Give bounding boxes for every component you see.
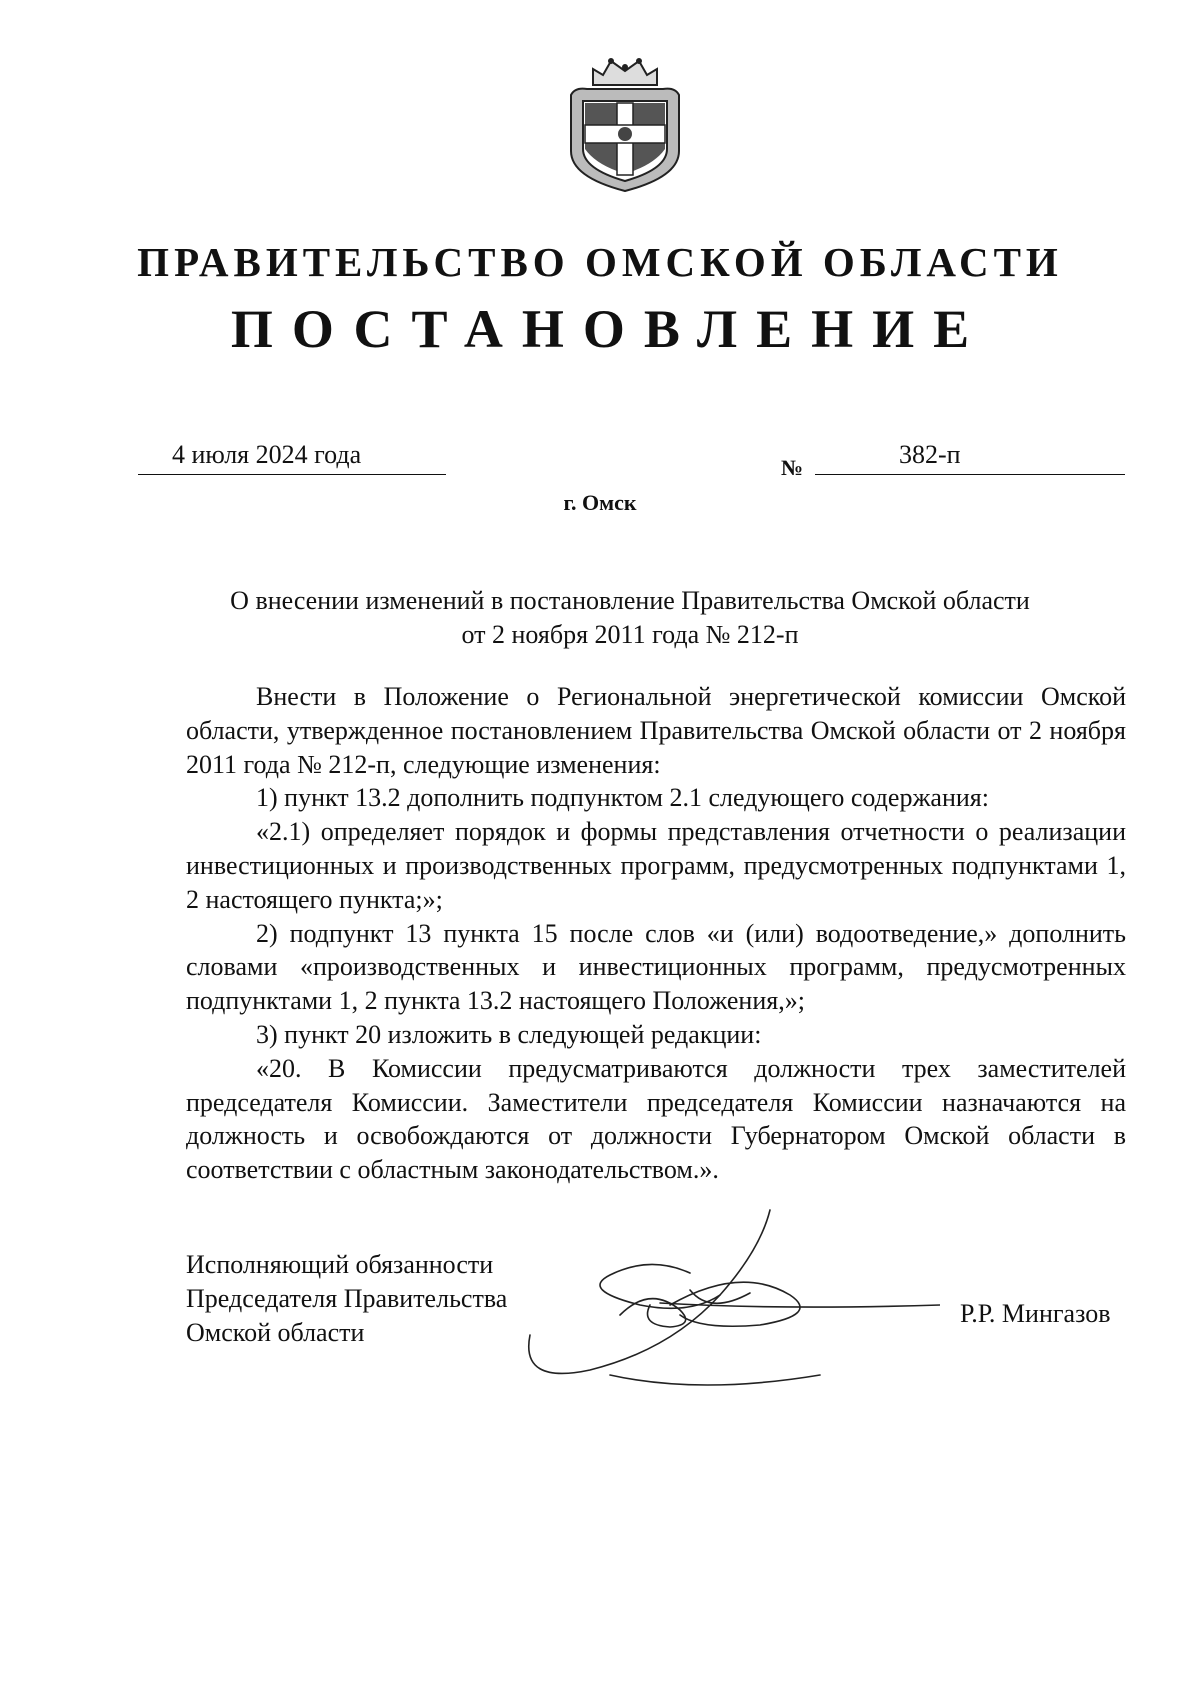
- signer-position-line-2: Председателя Правительства: [186, 1283, 508, 1313]
- signer-position-line-1: Исполняющий обязанности: [186, 1250, 494, 1279]
- handwritten-signature-icon: [520, 1195, 940, 1395]
- document-body: [186, 680, 1126, 1187]
- paragraph-item-3-text: «20. В Комиссии предусматриваются должности трех заместителей председателя Комиссии. Заместители председателя Комиссии назначаются на должность и освобождаются от должности Губернатором Омской области в соответствии с областным законодательством.».: [186, 1053, 1126, 1185]
- paragraph-item-3: 3) пункт 20 изложить в следующей редакции:: [256, 1019, 762, 1049]
- number-field: [815, 440, 1125, 475]
- document-subject: [150, 584, 1110, 652]
- document-number: 382-п: [899, 440, 961, 469]
- document-date: 4 июля 2024 года: [172, 440, 362, 469]
- date-field: [138, 440, 446, 475]
- organization-title: ПРАВИТЕЛЬСТВО ОМСКОЙ ОБЛАСТИ: [137, 239, 1063, 285]
- coat-of-arms-icon: [565, 55, 685, 195]
- signer-position-line-3: Омской области: [186, 1317, 365, 1347]
- subject-line-2: от 2 ноября 2011 года № 212-п: [461, 620, 799, 649]
- paragraph-intro: Внести в Положение о Региональной энергетической комиссии Омской области, утвержденное постановлением Правительства Омской области от 2 ноября 2011 года № 212-п, следующие изменения:: [186, 682, 1126, 779]
- paragraph-item-2: 2) подпункт 13 пункта 15 после слов «и (или) водоотведение,» дополнить словами «производственных и инвестиционных программ, предусмотренных подпунктами 1, 2 пункта 13.2 настоящего Положения,»;: [186, 918, 1126, 1016]
- signer-position: [186, 1248, 507, 1349]
- city: г. Омск: [563, 490, 637, 515]
- paragraph-item-1-text: «2.1) определяет порядок и формы представления отчетности о реализации инвестиционных и производственных программ, предусмотренных подпунктами 1, 2 настоящего пункта;»;: [186, 817, 1126, 914]
- subject-line-1: О внесении изменений в постановление Правительства Омской области: [230, 586, 1030, 615]
- signer-name: Р.Р. Мингазов: [960, 1299, 1111, 1328]
- document-type: ПОСТАНОВЛЕНИЕ: [230, 299, 989, 359]
- paragraph-item-1: 1) пункт 13.2 дополнить подпунктом 2.1 следующего содержания:: [256, 783, 989, 813]
- number-sign: №: [781, 455, 804, 480]
